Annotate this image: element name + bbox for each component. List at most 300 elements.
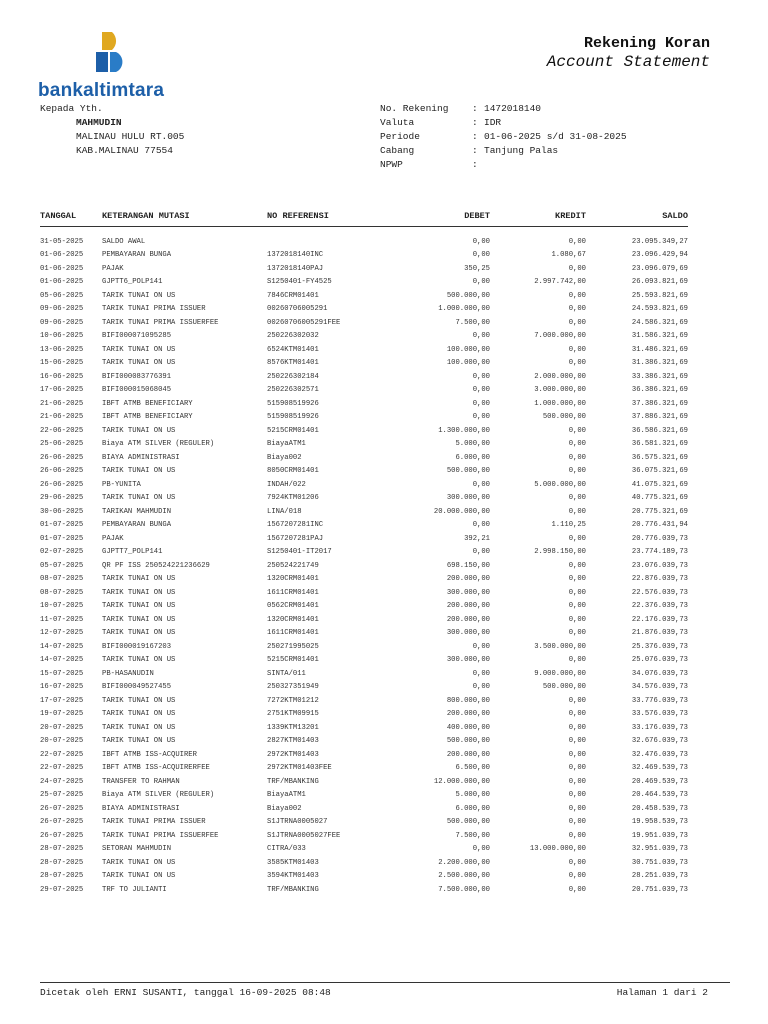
cell-description: TARIK TUNAI ON US	[102, 696, 176, 705]
cell-balance: 34.076.039,73	[631, 669, 688, 678]
cell-date: 01-07-2025	[40, 534, 84, 543]
cell-balance: 32.469.539,73	[631, 764, 688, 773]
cell-balance: 22.376.039,73	[631, 602, 688, 611]
table-row	[40, 370, 688, 384]
cell-description: TARIK TUNAI ON US	[102, 575, 176, 584]
cell-date: 15-06-2025	[40, 359, 84, 368]
cell-date: 01-06-2025	[40, 251, 84, 260]
table-row	[40, 627, 688, 641]
cell-balance: 20.464.539,73	[631, 791, 688, 800]
cell-debit: 5.000,00	[455, 791, 490, 800]
table-row	[40, 694, 688, 708]
cell-description: TARIK TUNAI PRIMA ISSUER	[102, 818, 206, 827]
cell-credit: 0,00	[568, 858, 586, 867]
cell-credit: 0,00	[568, 440, 586, 449]
cell-reference: 2751KTM09915	[267, 710, 319, 719]
cell-reference: TRF/MBANKING	[267, 777, 319, 786]
cell-date: 26-06-2025	[40, 480, 84, 489]
cell-balance: 21.876.039,73	[631, 629, 688, 638]
cell-balance: 34.576.039,73	[631, 683, 688, 692]
cell-reference: 1372018140INC	[267, 251, 324, 260]
cell-date: 01-07-2025	[40, 521, 84, 530]
bank-name: bankaltimtara	[38, 80, 165, 101]
table-row	[40, 424, 688, 438]
table-row	[40, 276, 688, 290]
cell-description: PEMBAYARAN BUNGA	[102, 251, 172, 260]
cell-description: GJPTT7_POLP141	[102, 548, 163, 557]
cell-description: TARIK TUNAI ON US	[102, 629, 176, 638]
cell-date: 19-07-2025	[40, 710, 84, 719]
cell-date: 21-06-2025	[40, 413, 84, 422]
cell-date: 02-07-2025	[40, 548, 84, 557]
cell-balance: 26.093.821,69	[631, 278, 688, 287]
cell-debit: 0,00	[472, 332, 490, 341]
table-row	[40, 600, 688, 614]
cell-reference: 1372018140PAJ	[267, 264, 324, 273]
branch-label: Cabang	[380, 145, 415, 156]
cell-debit: 100.000,00	[446, 345, 490, 354]
cell-debit: 6.000,00	[455, 804, 490, 813]
cell-reference: 1611CRM01401	[267, 629, 319, 638]
cell-balance: 36.386.321,69	[631, 386, 688, 395]
cell-description: TARIK TUNAI ON US	[102, 602, 176, 611]
cell-reference: 8576KTM01401	[267, 359, 319, 368]
customer-address	[40, 102, 184, 158]
header-description: KETERANGAN MUTASI	[102, 206, 267, 227]
cell-balance: 19.958.539,73	[631, 818, 688, 827]
cell-description: TARIK TUNAI ON US	[102, 345, 176, 354]
customer-name: MAHMUDIN	[76, 117, 122, 128]
cell-credit: 0,00	[568, 615, 586, 624]
cell-credit: 0,00	[568, 588, 586, 597]
cell-date: 25-07-2025	[40, 791, 84, 800]
cell-debit: 20.000.000,00	[433, 507, 490, 516]
cell-date: 26-06-2025	[40, 467, 84, 476]
cell-balance: 31.586.321,69	[631, 332, 688, 341]
cell-debit: 350,25	[464, 264, 490, 273]
cell-credit: 0,00	[568, 467, 586, 476]
table-row	[40, 721, 688, 735]
table-row	[40, 330, 688, 344]
table-row	[40, 492, 688, 506]
cell-debit: 200.000,00	[446, 710, 490, 719]
cell-date: 20-07-2025	[40, 737, 84, 746]
currency-label: Valuta	[380, 117, 415, 128]
cell-balance: 25.376.039,73	[631, 642, 688, 651]
cell-credit: 0,00	[568, 818, 586, 827]
cell-reference: 1567207281INC	[267, 521, 324, 530]
cell-description: GJPTT6_POLP141	[102, 278, 163, 287]
cell-debit: 100.000,00	[446, 359, 490, 368]
table-row	[40, 654, 688, 668]
cell-reference: S1250401-FY4525	[267, 278, 332, 287]
table-row	[40, 748, 688, 762]
footer-divider	[40, 982, 730, 983]
npwp-label: NPWP	[380, 159, 403, 170]
cell-debit: 0,00	[472, 845, 490, 854]
table-row	[40, 357, 688, 371]
table-row	[40, 303, 688, 317]
table-row	[40, 316, 688, 330]
cell-date: 28-07-2025	[40, 858, 84, 867]
cell-debit: 0,00	[472, 278, 490, 287]
cell-date: 09-06-2025	[40, 318, 84, 327]
header-debit: DEBET	[377, 206, 490, 227]
cell-debit: 500.000,00	[446, 291, 490, 300]
cell-credit: 3.000.000,00	[534, 386, 586, 395]
cell-description: Biaya ATM SILVER (REGULER)	[102, 791, 215, 800]
cell-reference: 3594KTM01403	[267, 872, 319, 881]
cell-debit: 500.000,00	[446, 818, 490, 827]
table-row	[40, 789, 688, 803]
cell-balance: 23.076.039,73	[631, 561, 688, 570]
page-number: Halaman 1 dari 2	[616, 987, 708, 998]
branch: Tanjung Palas	[484, 145, 559, 156]
cell-description: TARIK TUNAI ON US	[102, 588, 176, 597]
cell-balance: 31.486.321,69	[631, 345, 688, 354]
table-row	[40, 613, 688, 627]
cell-balance: 32.676.039,73	[631, 737, 688, 746]
cell-credit: 0,00	[568, 494, 586, 503]
cell-description: Biaya ATM SILVER (REGULER)	[102, 440, 215, 449]
cell-credit: 7.000.000,00	[534, 332, 586, 341]
cell-credit: 0,00	[568, 804, 586, 813]
table-row	[40, 505, 688, 519]
cell-balance: 25.076.039,73	[631, 656, 688, 665]
cell-debit: 0,00	[472, 386, 490, 395]
cell-debit: 0,00	[472, 399, 490, 408]
cell-debit: 0,00	[472, 521, 490, 530]
cell-description: PAJAK	[102, 534, 124, 543]
cell-reference: 3585KTM01403	[267, 858, 319, 867]
cell-debit: 0,00	[472, 548, 490, 557]
cell-debit: 0,00	[472, 251, 490, 260]
cell-reference: 515908519926	[267, 413, 319, 422]
table-row	[40, 438, 688, 452]
table-row	[40, 397, 688, 411]
cell-date: 28-07-2025	[40, 872, 84, 881]
cell-description: TARIK TUNAI PRIMA ISSUERFEE	[102, 831, 219, 840]
cell-balance: 24.593.821,69	[631, 305, 688, 314]
cell-credit: 0,00	[568, 656, 586, 665]
cell-reference: 2972KTM01403	[267, 750, 319, 759]
cell-date: 08-07-2025	[40, 575, 84, 584]
table-row	[40, 829, 688, 843]
transaction-rows	[40, 227, 688, 897]
currency: IDR	[484, 117, 502, 128]
table-row	[40, 640, 688, 654]
cell-date: 31-05-2025	[40, 237, 84, 246]
cell-balance: 33.576.039,73	[631, 710, 688, 719]
cell-reference: 2827KTM01403	[267, 737, 319, 746]
cell-description: TARIK TUNAI ON US	[102, 467, 176, 476]
cell-credit: 0,00	[568, 453, 586, 462]
table-row	[40, 883, 688, 897]
cell-date: 20-07-2025	[40, 723, 84, 732]
cell-reference: 7272KTM01212	[267, 696, 319, 705]
table-row	[40, 775, 688, 789]
table-row	[40, 411, 688, 425]
cell-date: 22-07-2025	[40, 764, 84, 773]
cell-date: 05-06-2025	[40, 291, 84, 300]
cell-debit: 0,00	[472, 669, 490, 678]
cell-reference: Biaya002	[267, 804, 302, 813]
cell-description: TARIK TUNAI PRIMA ISSUERFEE	[102, 318, 219, 327]
bank-logo	[38, 30, 208, 102]
cell-description: TARIK TUNAI ON US	[102, 872, 176, 881]
address-line-1: MALINAU HULU RT.005	[76, 131, 185, 142]
cell-description: TARIK TUNAI ON US	[102, 723, 176, 732]
cell-debit: 0,00	[472, 642, 490, 651]
cell-balance: 28.251.039,73	[631, 872, 688, 881]
cell-description: BIFI000015068045	[102, 386, 172, 395]
account-info: No. Rekening : 1472018140 Valuta : IDR Periode : 01-06-2025 s/d 31-08-2025 Cabang : Tanjung Palas NPWP :	[380, 103, 627, 170]
table-row	[40, 559, 688, 573]
cell-debit: 0,00	[472, 237, 490, 246]
cell-debit: 7.500.000,00	[438, 885, 490, 894]
cell-balance: 20.458.539,73	[631, 804, 688, 813]
cell-description: TRF TO JULIANTI	[102, 885, 167, 894]
table-row	[40, 735, 688, 749]
table-row	[40, 262, 688, 276]
cell-debit: 200.000,00	[446, 602, 490, 611]
cell-debit: 300.000,00	[446, 494, 490, 503]
table-row	[40, 762, 688, 776]
cell-balance: 22.876.039,73	[631, 575, 688, 584]
cell-date: 14-07-2025	[40, 642, 84, 651]
cell-debit: 6.500,00	[455, 764, 490, 773]
cell-balance: 36.575.321,69	[631, 453, 688, 462]
bank-logo-icon	[94, 30, 128, 74]
cell-description: TARIK TUNAI ON US	[102, 737, 176, 746]
cell-credit: 0,00	[568, 629, 586, 638]
cell-description: TARIK TUNAI ON US	[102, 291, 176, 300]
cell-reference: LINA/018	[267, 507, 302, 516]
cell-balance: 33.386.321,69	[631, 372, 688, 381]
cell-credit: 0,00	[568, 777, 586, 786]
table-row	[40, 843, 688, 857]
table-row	[40, 856, 688, 870]
account-no: 1472018140	[484, 103, 542, 114]
printed-by: Dicetak oleh ERNI SUSANTI, tanggal 16-09-2025 08:48	[40, 987, 331, 998]
cell-credit: 0,00	[568, 737, 586, 746]
cell-reference: S1250401-IT2017	[267, 548, 332, 557]
table-row	[40, 478, 688, 492]
cell-credit: 1.000.000,00	[534, 399, 586, 408]
cell-balance: 20.775.321,69	[631, 507, 688, 516]
cell-balance: 36.586.321,69	[631, 426, 688, 435]
cell-description: BIAYA ADMINISTRASI	[102, 804, 180, 813]
cell-description: IBFT ATMB ISS-ACQUIRER	[102, 750, 197, 759]
cell-date: 14-07-2025	[40, 656, 84, 665]
cell-reference: 0562CRM01401	[267, 602, 319, 611]
cell-description: TARIK TUNAI PRIMA ISSUER	[102, 305, 206, 314]
cell-date: 10-06-2025	[40, 332, 84, 341]
cell-date: 01-06-2025	[40, 264, 84, 273]
cell-reference: 250271995025	[267, 642, 319, 651]
cell-description: TARIK TUNAI ON US	[102, 710, 176, 719]
cell-balance: 20.751.039,73	[631, 885, 688, 894]
table-row	[40, 249, 688, 263]
statement-title: Rekening Koran	[583, 35, 710, 52]
cell-reference: 1611CRM01401	[267, 588, 319, 597]
cell-reference: 5215CRM01401	[267, 426, 319, 435]
cell-credit: 2.997.742,00	[534, 278, 586, 287]
statement-subtitle: Account Statement	[546, 53, 710, 71]
cell-credit: 0,00	[568, 561, 586, 570]
cell-credit: 0,00	[568, 791, 586, 800]
table-row	[40, 384, 688, 398]
header-credit: KREDIT	[490, 206, 586, 227]
header-date: TANGGAL	[40, 206, 102, 227]
table-row	[40, 586, 688, 600]
cell-date: 11-07-2025	[40, 615, 84, 624]
cell-reference: INDAH/022	[267, 480, 306, 489]
cell-credit: 3.500.000,00	[534, 642, 586, 651]
table-row	[40, 573, 688, 587]
cell-credit: 500.000,00	[542, 413, 586, 422]
cell-credit: 0,00	[568, 291, 586, 300]
cell-credit: 0,00	[568, 602, 586, 611]
table-row	[40, 289, 688, 303]
transaction-table	[40, 206, 688, 897]
cell-reference: BiayaATM1	[267, 791, 306, 800]
period-label: Periode	[380, 131, 420, 142]
cell-credit: 13.000.000,00	[529, 845, 586, 854]
cell-credit: 2.998.150,00	[534, 548, 586, 557]
cell-debit: 300.000,00	[446, 656, 490, 665]
greeting: Kepada Yth.	[40, 103, 103, 114]
cell-date: 08-07-2025	[40, 588, 84, 597]
table-row	[40, 708, 688, 722]
cell-credit: 0,00	[568, 750, 586, 759]
cell-reference: 1339KTM13201	[267, 723, 319, 732]
cell-balance: 22.576.039,73	[631, 588, 688, 597]
cell-balance: 19.951.039,73	[631, 831, 688, 840]
cell-balance: 22.176.039,73	[631, 615, 688, 624]
cell-date: 01-06-2025	[40, 278, 84, 287]
table-row	[40, 343, 688, 357]
cell-credit: 0,00	[568, 305, 586, 314]
cell-description: TARIK TUNAI ON US	[102, 426, 176, 435]
cell-description: PEMBAYARAN BUNGA	[102, 521, 172, 530]
cell-date: 21-06-2025	[40, 399, 84, 408]
cell-credit: 1.110,25	[551, 521, 586, 530]
cell-description: BIFI000083776391	[102, 372, 172, 381]
cell-description: SETORAN MAHMUDIN	[102, 845, 172, 854]
cell-date: 24-07-2025	[40, 777, 84, 786]
cell-description: PAJAK	[102, 264, 124, 273]
cell-reference: 250226302032	[267, 332, 319, 341]
cell-debit: 0,00	[472, 480, 490, 489]
cell-description: BIFI000019167203	[102, 642, 172, 651]
cell-credit: 500.000,00	[542, 683, 586, 692]
cell-credit: 0,00	[568, 764, 586, 773]
cell-credit: 0,00	[568, 507, 586, 516]
address-line-2: KAB.MALINAU 77554	[76, 145, 173, 156]
cell-balance: 25.593.821,69	[631, 291, 688, 300]
cell-balance: 23.096.429,94	[631, 251, 688, 260]
cell-credit: 0,00	[568, 318, 586, 327]
cell-debit: 12.000.000,00	[433, 777, 490, 786]
cell-balance: 23.774.189,73	[631, 548, 688, 557]
cell-balance: 33.776.039,73	[631, 696, 688, 705]
cell-reference: 1320CRM01401	[267, 575, 319, 584]
cell-balance: 36.581.321,69	[631, 440, 688, 449]
cell-reference: S1JTRNA0005027FEE	[267, 831, 341, 840]
table-row	[40, 546, 688, 560]
table-row	[40, 802, 688, 816]
cell-reference: 250226302184	[267, 372, 319, 381]
cell-debit: 500.000,00	[446, 467, 490, 476]
cell-debit: 0,00	[472, 413, 490, 422]
cell-reference: TRF/MBANKING	[267, 885, 319, 894]
cell-reference: SINTA/011	[267, 669, 306, 678]
cell-date: 22-07-2025	[40, 750, 84, 759]
cell-debit: 7.500,00	[455, 831, 490, 840]
cell-date: 29-06-2025	[40, 494, 84, 503]
cell-debit: 800.000,00	[446, 696, 490, 705]
cell-credit: 0,00	[568, 426, 586, 435]
cell-reference: 5215CRM01401	[267, 656, 319, 665]
cell-credit: 0,00	[568, 710, 586, 719]
cell-date: 13-06-2025	[40, 345, 84, 354]
cell-date: 25-06-2025	[40, 440, 84, 449]
cell-balance: 41.075.321,69	[631, 480, 688, 489]
cell-description: TARIK TUNAI ON US	[102, 359, 176, 368]
cell-debit: 200.000,00	[446, 750, 490, 759]
cell-date: 26-07-2025	[40, 804, 84, 813]
cell-balance: 32.951.039,73	[631, 845, 688, 854]
cell-date: 05-07-2025	[40, 561, 84, 570]
cell-reference: 515908519926	[267, 399, 319, 408]
cell-credit: 0,00	[568, 345, 586, 354]
table-row	[40, 451, 688, 465]
cell-debit: 2.200.000,00	[438, 858, 490, 867]
cell-balance: 37.386.321,69	[631, 399, 688, 408]
cell-balance: 20.776.039,73	[631, 534, 688, 543]
period: 01-06-2025 s/d 31-08-2025	[484, 131, 627, 142]
cell-balance: 31.386.321,69	[631, 359, 688, 368]
cell-date: 30-06-2025	[40, 507, 84, 516]
cell-reference	[267, 235, 377, 249]
cell-description: TARIK TUNAI ON US	[102, 858, 176, 867]
cell-balance: 23.096.079,69	[631, 264, 688, 273]
cell-description: TRANSFER TO RAHMAN	[102, 777, 180, 786]
cell-description: IBFT ATMB BENEFICIARY	[102, 399, 193, 408]
cell-date: 15-07-2025	[40, 669, 84, 678]
cell-credit: 0,00	[568, 237, 586, 246]
cell-reference: 7924KTM01206	[267, 494, 319, 503]
cell-reference: Biaya002	[267, 453, 302, 462]
cell-reference: 250524221749	[267, 561, 319, 570]
cell-balance: 40.775.321,69	[631, 494, 688, 503]
cell-date: 17-07-2025	[40, 696, 84, 705]
header-balance: SALDO	[586, 206, 688, 227]
cell-description: BIFI000071095285	[102, 332, 172, 341]
cell-description: PB-YUNITA	[102, 480, 141, 489]
cell-credit: 5.000.000,00	[534, 480, 586, 489]
cell-debit: 400.000,00	[446, 723, 490, 732]
table-header	[40, 206, 688, 227]
cell-credit: 0,00	[568, 885, 586, 894]
table-row	[40, 681, 688, 695]
cell-reference: 250327351949	[267, 683, 319, 692]
cell-debit: 5.000,00	[455, 440, 490, 449]
cell-date: 26-07-2025	[40, 818, 84, 827]
cell-reference: BiayaATM1	[267, 440, 306, 449]
cell-credit: 0,00	[568, 575, 586, 584]
